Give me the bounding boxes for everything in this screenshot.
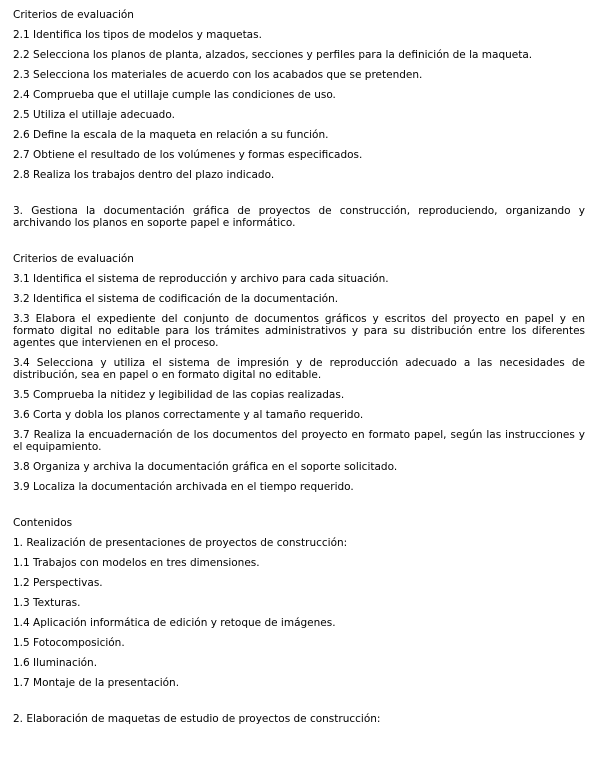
criterion-item: 3.1 Identifica el sistema de reproducción y archivo para cada situación. (13, 273, 389, 285)
criteria-heading: Criterios de evaluación (13, 9, 134, 21)
criterion-item: 3.5 Comprueba la nitidez y legibilidad de las copias realizadas. (13, 389, 345, 401)
criterion-item: 3.8 Organiza y archiva la documentación gráfica en el soporte solicitado. (13, 461, 398, 473)
criterion-item: 3.6 Corta y dobla los planos correctamente y al tamaño requerido. (13, 409, 364, 421)
criterion-item: 2.7 Obtiene el resultado de los volúmenes y formas especificados. (13, 149, 363, 161)
contents-item: 1.4 Aplicación informática de edición y retoque de imágenes. (13, 617, 336, 629)
contents-item: 1.2 Perspectivas. (13, 577, 103, 589)
document-body (13, 9, 585, 733)
contents-section-title: 2. Elaboración de maquetas de estudio de proyectos de construcción: (13, 713, 381, 725)
criterion-item: 2.1 Identifica los tipos de modelos y maquetas. (13, 29, 262, 41)
criterion-item: 3.7 Realiza la encuadernación de los documentos del proyecto en formato papel, según las instrucciones y el equipamiento. (13, 429, 585, 453)
contents-item: 1.6 Iluminación. (13, 657, 98, 669)
contents-item: 1.3 Texturas. (13, 597, 81, 609)
criterion-item: 2.8 Realiza los trabajos dentro del plazo indicado. (13, 169, 275, 181)
criteria-heading: Criterios de evaluación (13, 253, 134, 265)
contents-heading: Contenidos (13, 517, 73, 529)
criterion-item: 3.2 Identifica el sistema de codificación de la documentación. (13, 293, 339, 305)
criterion-item: 2.6 Define la escala de la maqueta en relación a su función. (13, 129, 329, 141)
contents-item: 1.5 Fotocomposición. (13, 637, 125, 649)
criterion-item: 2.4 Comprueba que el utillaje cumple las condiciones de uso. (13, 89, 336, 101)
contents-section-title: 1. Realización de presentaciones de proyectos de construcción: (13, 537, 348, 549)
criterion-item: 2.3 Selecciona los materiales de acuerdo con los acabados que se pretenden. (13, 69, 423, 81)
contents-item: 1.1 Trabajos con modelos en tres dimensiones. (13, 557, 260, 569)
learning-outcome-3: 3. Gestiona la documentación gráfica de proyectos de construcción, reproduciendo, organizando y archivando los planos en soporte papel e informático. (13, 205, 585, 229)
contents-item: 1.7 Montaje de la presentación. (13, 677, 180, 689)
criterion-item: 3.4 Selecciona y utiliza el sistema de impresión y de reproducción adecuado a las necesidades de distribución, sea en papel o en formato digital no editable. (13, 357, 585, 381)
criterion-item: 3.3 Elabora el expediente del conjunto de documentos gráficos y escritos del proyecto en papel y en formato digital no editable para los trámites administrativos y para su distribución entre los diferentes agentes que intervienen en el proceso. (13, 313, 585, 349)
criterion-item: 2.5 Utiliza el utillaje adecuado. (13, 109, 175, 121)
criterion-item: 2.2 Selecciona los planos de planta, alzados, secciones y perfiles para la definición de la maqueta. (13, 49, 533, 61)
criterion-item: 3.9 Localiza la documentación archivada en el tiempo requerido. (13, 481, 354, 493)
